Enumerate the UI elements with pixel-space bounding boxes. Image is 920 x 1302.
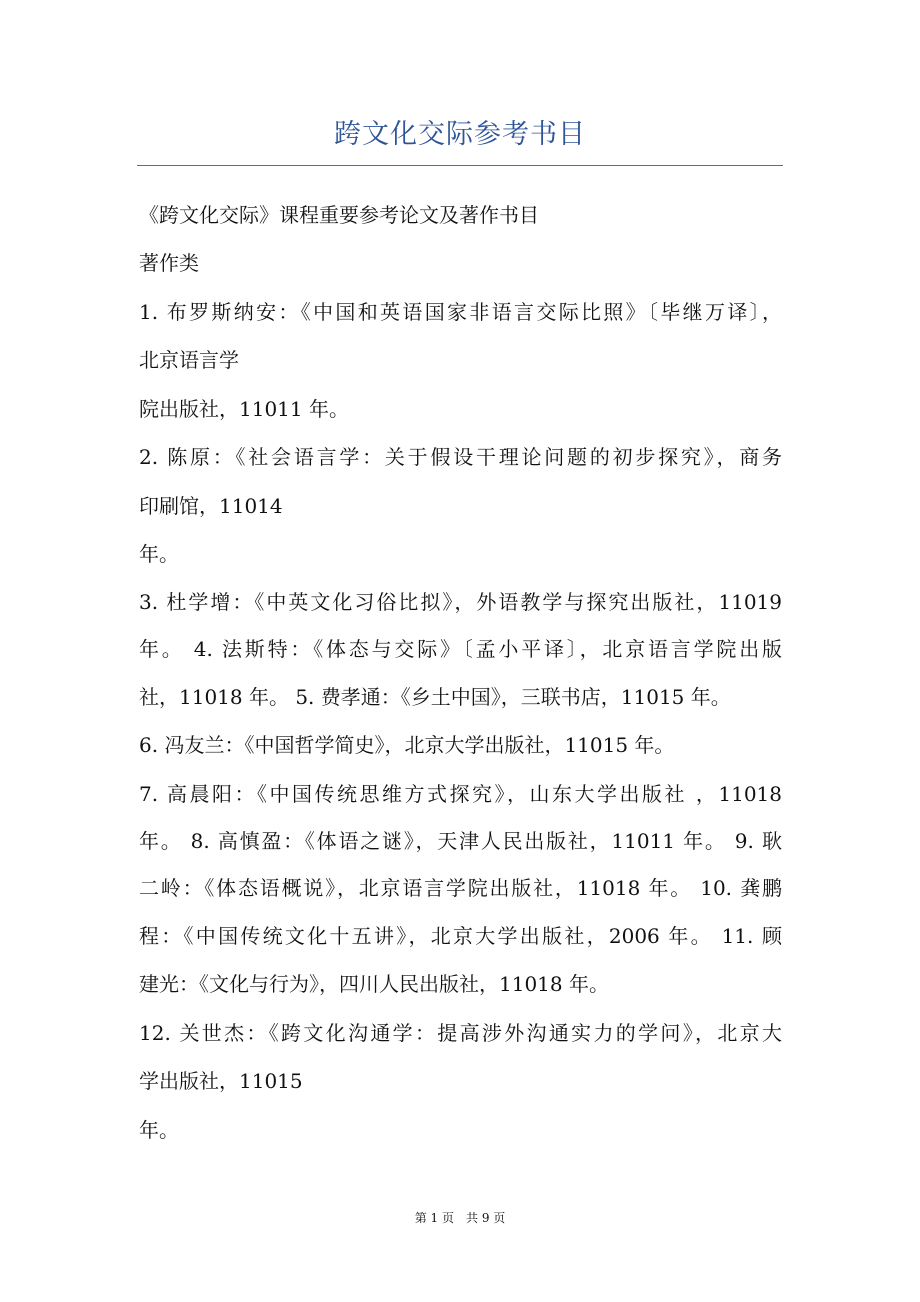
- text-line: 程：《中国传统文化十五讲》，北京大学出版社，2006 年。 11. 顾: [139, 924, 782, 948]
- text-line: 年。 4. 法斯特：《体态与交际》〔孟小平译〕，北京语言学院出版: [139, 637, 782, 661]
- text-line: 学出版社，11015: [139, 1069, 303, 1093]
- text-line: 2. 陈原：《社会语言学：关于假设干理论问题的初步探究》，商务: [139, 445, 782, 469]
- text-line: 印刷馆，11014: [139, 494, 283, 518]
- title-underline: [137, 165, 783, 166]
- text-line: 12. 关世杰：《跨文化沟通学：提高涉外沟通实力的学问》，北京大: [139, 1021, 782, 1045]
- text-line: 6. 冯友兰：《中国哲学简史》，北京大学出版社，11015 年。: [139, 733, 675, 757]
- text-line: 院出版社，11011 年。: [139, 397, 349, 421]
- text-line: 1. 布罗斯纳安：《中国和英语国家非语言交际比照》〔毕继万译〕，: [139, 300, 782, 324]
- text-line: 著作类: [139, 251, 199, 275]
- text-line: 年。: [139, 1118, 179, 1142]
- page-number-footer: 第 1 页 共 9 页: [414, 1211, 506, 1225]
- text-line: 建光：《文化与行为》，四川人民出版社，11018 年。: [139, 972, 609, 996]
- text-line: 二岭：《体态语概说》，北京语言学院出版社，11018 年。 10. 龚鹏: [139, 876, 782, 900]
- text-line: 《跨文化交际》课程重要参考论文及著作书目: [139, 203, 539, 227]
- page-title: 跨文化交际参考书目: [334, 119, 586, 150]
- text-line: 社，11018 年。 5. 费孝通：《乡土中国》，三联书店，11015 年。: [139, 685, 731, 709]
- text-line: 7. 高晨阳：《中国传统思维方式探究》，山东大学出版社 ，11018: [139, 782, 782, 806]
- text-line: 年。 8. 高慎盈：《体语之谜》，天津人民出版社，11011 年。 9. 耿: [139, 829, 782, 853]
- text-line: 北京语言学: [139, 348, 239, 372]
- text-line: 3. 杜学增：《中英文化习俗比拟》，外语教学与探究出版社，11019: [139, 590, 782, 614]
- text-line: 年。: [139, 542, 179, 566]
